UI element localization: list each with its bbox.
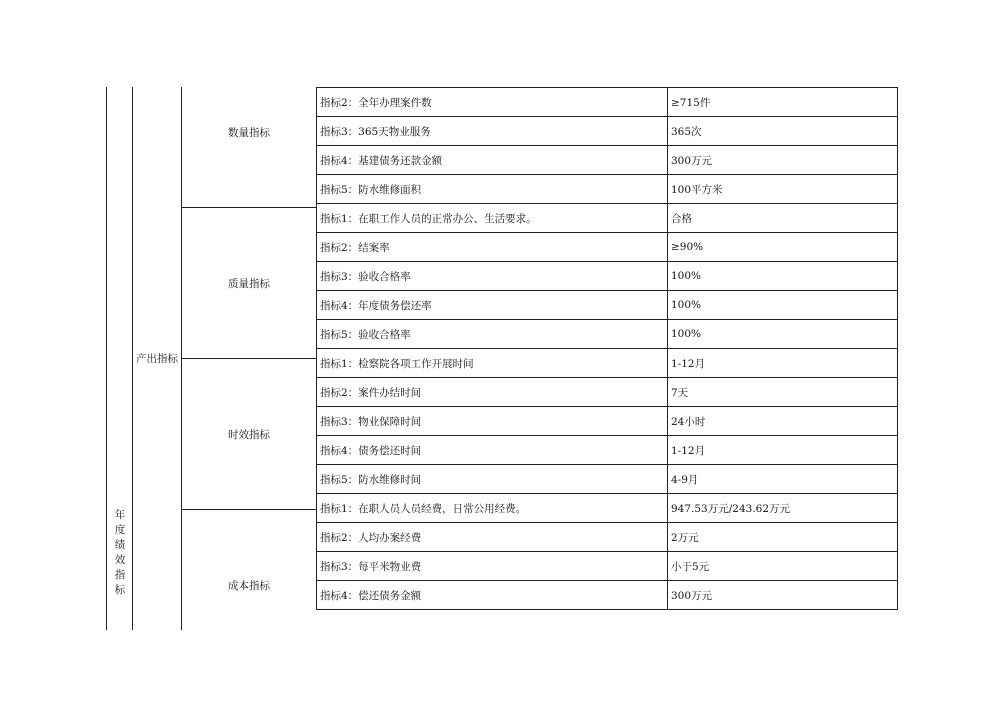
table-row xyxy=(317,175,898,204)
group-label-quantity: 数量指标 xyxy=(228,127,270,139)
section-label: 年度绩效指标 xyxy=(114,509,126,596)
value-cell: 7天 xyxy=(668,378,898,407)
table-row xyxy=(317,349,898,378)
indicator-cell: 指标1：在职工作人员的正常办公、生活要求。 xyxy=(317,204,668,233)
indicator-cell: 指标5：验收合格率 xyxy=(317,320,668,349)
value-cell: 100% xyxy=(668,262,898,291)
table-row xyxy=(317,320,898,349)
table-row xyxy=(317,291,898,320)
table-row xyxy=(317,494,898,523)
group-label-cost: 成本指标 xyxy=(228,580,270,592)
indicator-cell: 指标1：在职人员人员经费，日常公用经费。 xyxy=(317,494,668,523)
value-cell: 100% xyxy=(668,291,898,320)
group-separator xyxy=(181,207,317,208)
table-row xyxy=(317,117,898,146)
table-row xyxy=(317,552,898,581)
value-cell: 100% xyxy=(668,320,898,349)
indicator-cell: 指标3：验收合格率 xyxy=(317,262,668,291)
value-cell: 小于5元 xyxy=(668,552,898,581)
category-label: 产出指标 xyxy=(136,353,178,365)
section-column-divider xyxy=(132,87,133,630)
value-cell: 4-9月 xyxy=(668,465,898,494)
indicator-cell: 指标1：检察院各项工作开展时间 xyxy=(317,349,668,378)
value-cell: 1-12月 xyxy=(668,436,898,465)
value-cell: 947.53万元/243.62万元 xyxy=(668,494,898,523)
indicator-cell: 指标3：每平米物业费 xyxy=(317,552,668,581)
indicator-table xyxy=(316,87,898,610)
indicator-cell: 指标2：全年办理案件数 xyxy=(317,88,668,117)
value-cell: 1-12月 xyxy=(668,349,898,378)
value-cell: ≥715件 xyxy=(668,88,898,117)
indicator-cell: 指标3：物业保障时间 xyxy=(317,407,668,436)
value-cell: 365次 xyxy=(668,117,898,146)
table-row xyxy=(317,378,898,407)
table-row xyxy=(317,233,898,262)
indicator-cell: 指标2：结案率 xyxy=(317,233,668,262)
indicator-cell: 指标4：债务偿还时间 xyxy=(317,436,668,465)
table-row xyxy=(317,88,898,117)
table-row xyxy=(317,407,898,436)
indicator-cell: 指标4：年度债务偿还率 xyxy=(317,291,668,320)
indicator-cell: 指标4：基建债务还款金额 xyxy=(317,146,668,175)
outer-left-border xyxy=(106,87,107,630)
group-separator xyxy=(181,358,317,359)
table-row xyxy=(317,581,898,610)
indicator-cell: 指标3：365天物业服务 xyxy=(317,117,668,146)
indicator-cell: 指标2：案件办结时间 xyxy=(317,378,668,407)
indicator-cell: 指标4：偿还债务金额 xyxy=(317,581,668,610)
table-row xyxy=(317,262,898,291)
table-row xyxy=(317,465,898,494)
value-cell: 300万元 xyxy=(668,146,898,175)
indicator-cell: 指标5：防水维修时间 xyxy=(317,465,668,494)
table-row xyxy=(317,436,898,465)
indicator-cell: 指标2：人均办案经费 xyxy=(317,523,668,552)
value-cell: 24小时 xyxy=(668,407,898,436)
group-label-quality: 质量指标 xyxy=(228,278,270,290)
value-cell: 合格 xyxy=(668,204,898,233)
value-cell: ≥90% xyxy=(668,233,898,262)
indicator-cell: 指标5：防水维修面积 xyxy=(317,175,668,204)
table-row xyxy=(317,204,898,233)
value-cell: 100平方米 xyxy=(668,175,898,204)
value-cell: 300万元 xyxy=(668,581,898,610)
table-row xyxy=(317,146,898,175)
table-row xyxy=(317,523,898,552)
group-label-timeliness: 时效指标 xyxy=(228,429,270,441)
value-cell: 2万元 xyxy=(668,523,898,552)
group-separator xyxy=(181,509,317,510)
